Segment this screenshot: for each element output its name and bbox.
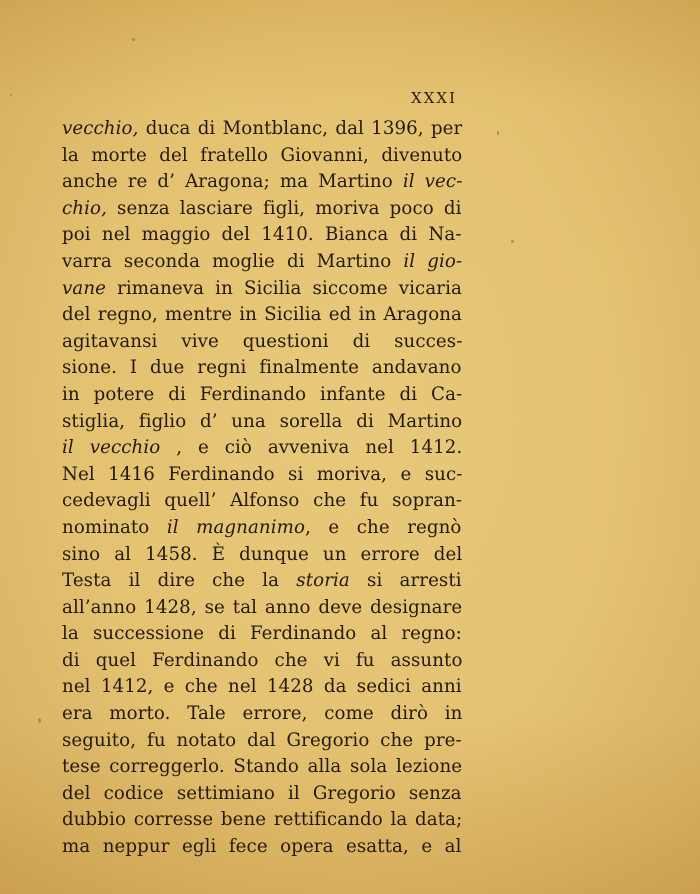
- text-line: [62, 701, 462, 728]
- paper-speck: [497, 131, 499, 135]
- italic-text: chio,: [62, 197, 107, 219]
- text-line: [62, 116, 462, 143]
- italic-text: il magnanimo: [166, 516, 306, 538]
- text-run: stiglia, figlio d’ una sorella di Martino: [62, 410, 463, 432]
- italic-text: storia: [296, 570, 350, 592]
- text-run: anche re d’ Aragona; ma Martino: [62, 171, 403, 193]
- text-line: [62, 196, 462, 223]
- text-line: [62, 409, 462, 436]
- text-line: [62, 355, 462, 382]
- text-line: [62, 462, 462, 489]
- text-run: la morte del fratello Giovanni, divenuto: [62, 144, 463, 166]
- text-run: all’anno 1428, se tal anno deve designare: [62, 596, 463, 618]
- text-line: [62, 329, 462, 356]
- text-line: [62, 222, 462, 249]
- text-run: Testa il dire che la: [62, 570, 297, 592]
- text-run: , e ciò avveniva nel 1412.: [160, 437, 463, 459]
- italic-text: il vecchio: [62, 437, 161, 459]
- text-run: tese correggerlo. Stando alla sola lezione: [62, 756, 463, 778]
- text-line: [62, 488, 462, 515]
- text-run: in potere di Ferdinando infante di Ca-: [62, 383, 463, 405]
- text-line: [62, 648, 462, 675]
- text-line: [62, 515, 462, 542]
- text-line: [62, 169, 462, 196]
- text-run: Nel 1416 Ferdinando si moriva, e suc-: [62, 463, 463, 485]
- italic-text: vane: [62, 277, 106, 299]
- text-run: del regno, mentre in Sicilia ed in Aragona: [62, 304, 462, 326]
- italic-text: il vec-: [402, 171, 463, 193]
- text-line: [62, 249, 462, 276]
- text-line: [62, 621, 462, 648]
- text-line: [62, 674, 462, 701]
- text-run: di quel Ferdinando che vi fu assunto: [62, 649, 463, 671]
- text-line: [62, 302, 462, 329]
- paper-speck: [38, 718, 41, 723]
- italic-text: vecchio,: [62, 118, 139, 139]
- text-run: , e che regnò: [305, 516, 462, 538]
- text-line: [62, 781, 462, 808]
- text-line: [62, 435, 462, 462]
- text-run: era morto. Tale errore, come dirò in: [62, 703, 463, 725]
- text-line: [62, 276, 462, 303]
- text-run: agitavansi vive questioni di succes-: [62, 330, 463, 352]
- paper-speck: [132, 38, 135, 41]
- text-run: si arresti: [349, 570, 462, 592]
- text-run: duca di Montblanc, dal 1396, per: [138, 118, 463, 139]
- text-run: del codice settimiano il Gregorio senza: [62, 782, 462, 804]
- text-line: [62, 568, 462, 595]
- text-line: [62, 542, 462, 569]
- text-run: rimaneva in Sicilia siccome vicaria: [106, 277, 462, 299]
- italic-text: il gio-: [403, 250, 463, 272]
- text-run: poi nel maggio del 1410. Bianca di Na-: [62, 224, 462, 246]
- text-run: nominato: [62, 516, 167, 538]
- text-run: senza lasciare figli, moriva poco di: [106, 197, 462, 219]
- paper-speck: [10, 94, 12, 96]
- text-run: cedevagli quell’ Alfonso che fu sopran-: [62, 490, 463, 512]
- text-run: nel 1412, e che nel 1428 da sedici anni: [62, 676, 462, 698]
- text-line: [62, 595, 462, 622]
- text-line: [62, 754, 462, 781]
- text-run: la successione di Ferdinando al regno:: [62, 623, 462, 645]
- text-run: varra seconda moglie di Martino: [62, 250, 404, 272]
- text-run: ma neppur egli fece opera esatta, e al: [62, 836, 462, 858]
- text-line: [62, 382, 462, 409]
- text-run: dubbio corresse bene rettificando la data;: [62, 809, 463, 831]
- text-line: [62, 807, 462, 834]
- page-number: XXXI: [411, 89, 457, 107]
- body-text: [62, 116, 462, 861]
- paper-speck: [511, 240, 514, 243]
- text-line: [62, 834, 462, 861]
- text-line: [62, 728, 462, 755]
- text-run: seguito, fu notato dal Gregorio che pre-: [62, 729, 462, 751]
- text-line: [62, 143, 462, 170]
- text-run: sione. I due regni finalmente andavano: [62, 357, 462, 379]
- text-run: sino al 1458. È dunque un errore del: [62, 543, 463, 565]
